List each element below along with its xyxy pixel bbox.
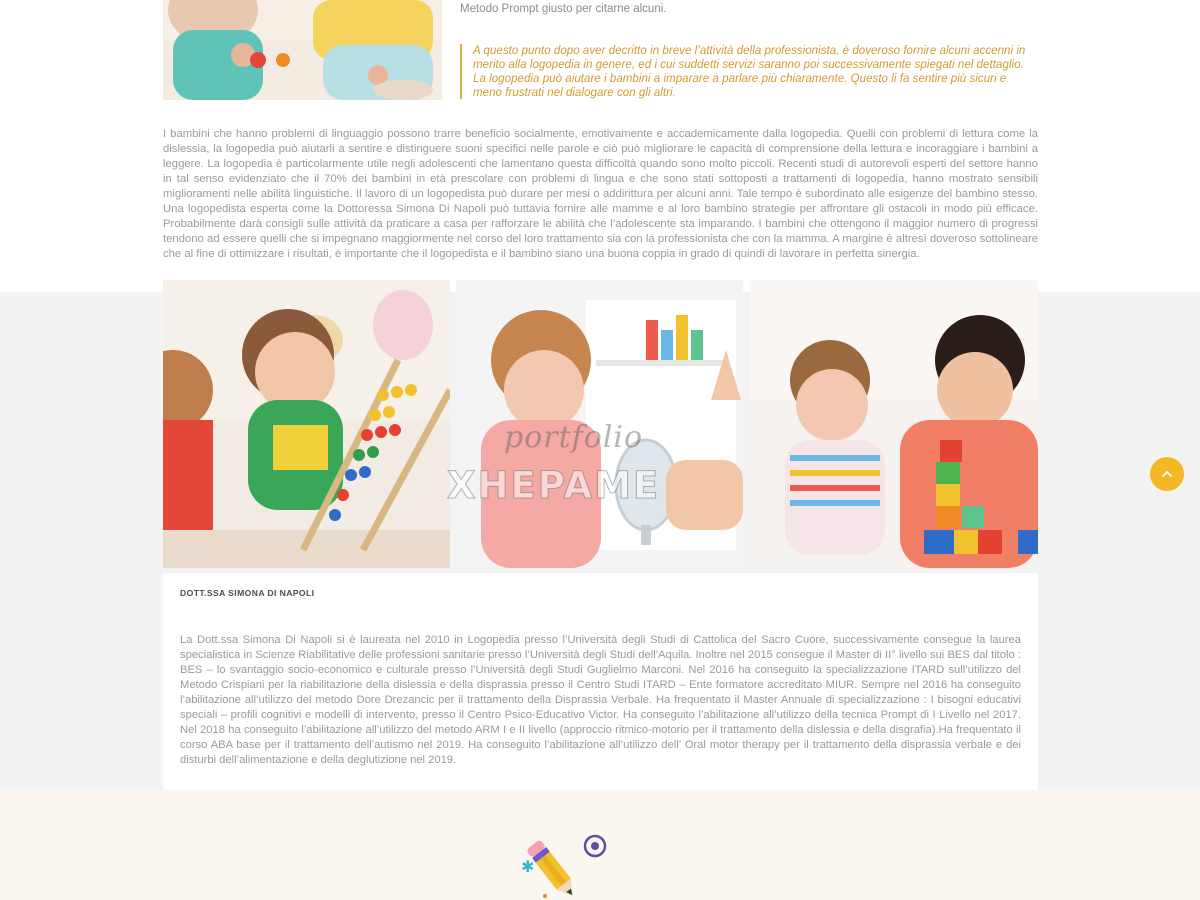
bio-text: La Dott.ssa Simona Di Napoli si è laureata nel 2010 in Logopedia presso l’Università degli Studi di Cattolica del Sacro Cuore, successivamente consegue la laurea specialistica in Scienze Riabilitative delle professioni sanitarie presso l’Università degli Studi dell’Aquila. Inoltre nel 2015 consegue il Master di II° livello sui BES dal titolo : BES – lo svantaggio socio-economico e culturale presso l’Università degli Studi Guglielmo Marconi. Nel 2016 ha conseguito la specializzazione ITARD sull’utilizzo del Metodo Crispiani per la riabilitazione della dislessia e della disprassia presso il Centro Studi ITARD – Ente formatore accreditato MIUR. Sempre nel 2016 ha conseguito l’abilitazione all’utilizzo del metodo Dore Drezancic per il trattamento della Disprassia Verbale. Ha frequentato il Master Annuale di specializzazione : I bisogni educativi speciali – profili cognitivi e modelli di intervento, presso il Centro Psico-Educativo Victor. Ha conseguito l’abilitazione all’utilizzo della tecnica Prompt di I Livello nel 2017. Nel 2018 ha conseguito l’abilitazione all’utilizzo del metodo ARM I e II livello (approccio ritmico-motorio per il trattamento della dislessia e della disgrafia).Ha frequentato il corso ABA base per il trattamento dell’autismo nel 2019. Ha conseguito l’abilitazione all’utilizzo dell’ Oral motor therapy per il trattamento della disprassia verbale e dei disturbi dell’alimentazione e della deglutizione nel 2019.	[180, 634, 1021, 766]
scroll-to-top-button[interactable]	[1150, 457, 1184, 491]
children-playing-photo	[163, 0, 442, 100]
abacus-child-image	[163, 280, 450, 568]
gallery-photo-mirror[interactable]	[456, 280, 743, 568]
gallery-photo-abacus[interactable]	[163, 280, 450, 568]
children-playing-image	[163, 0, 442, 100]
chevron-up-icon	[1160, 467, 1174, 481]
bio-title: DOTT.SSA SIMONA DI NAPOLI	[180, 588, 315, 598]
intro-paragraph: I bambini che hanno problemi di linguaggio possono trarre beneficio socialmente, emotivamente e accademicamente dalla logopedia. Quelli con problemi di lettura come la dislessia, la logopedia può aiutarli a sentire e distinguere suoni specifici nelle parole e ciò può migliorare le capacità di comprensione della lettura e incoraggiare i bambini a leggere. La logopedia è particolarmente utile negli adolescenti che lamentano questa difficoltà quando sono molto piccoli. Recenti studi di autorevoli esperti del settore hanno in tal senso evidenziato che il 70% dei bambini in età prescolare con problemi di lingua e che sono stati sottoposti a trattamenti di logopedia, hanno mostrato sensibili miglioramenti nelle abilità linguistiche. Il lavoro di un logopedista può durare per mesi o addirittura per alcuni anni. Tale tempo è subordinato alle esigenze del bambino stesso. Una logopedista esperta come la Dottoressa Simona Di Napoli può tuttavia fornire alle mamme e al loro bambino strategie per affrontare gli ostacoli in modo più efficace. Probabilmente darà consigli sulle attività da praticare a casa per rafforzare le abilità che l’adolescente sta imparando. I bambini che ottengono il maggior numero di progressi tendono ad essere quelli che si impegnano maggiormente nel corso del loro trattamento sia con la professionista che con la mamma. A margine è altresì doveroso sottolineare che al fine di ottimizzare i risultati, è importante che il logopedista e il bambino siano una buona coppia in grado di quindi di lavorare in perfetta sinergia.	[163, 128, 1038, 260]
svg-text:✱: ✱	[521, 857, 535, 876]
watermark-brand: XHEPAME	[447, 464, 661, 507]
watermark-script: portfolio	[504, 420, 644, 455]
intro-section	[0, 0, 1200, 292]
intro-tail-text: Metodo Prompt giusto per citarne alcuni.	[460, 3, 667, 15]
blocks-child-image	[750, 280, 1038, 568]
bio-card	[163, 573, 1038, 790]
intro-quote: A questo punto dopo aver decritto in breve l’attività della professionista, è doveroso fornire alcuni accenni in merito alla logopedia in genere, ed i cui suddetti servizi saranno poi successivamente spiegati nel dettaglio. La logopedia può aiutare i bambini a imparare a parlare più chiaramente. Questo li fa sentire più sicuri e meno frustrati nel dialogare con gli altri.	[460, 44, 1038, 99]
decorative-illustration	[515, 828, 615, 900]
gallery-photo-blocks[interactable]	[750, 280, 1038, 568]
pencil-icon	[515, 828, 615, 900]
photo-gallery	[163, 280, 1038, 568]
mirror-child-image	[456, 280, 743, 568]
